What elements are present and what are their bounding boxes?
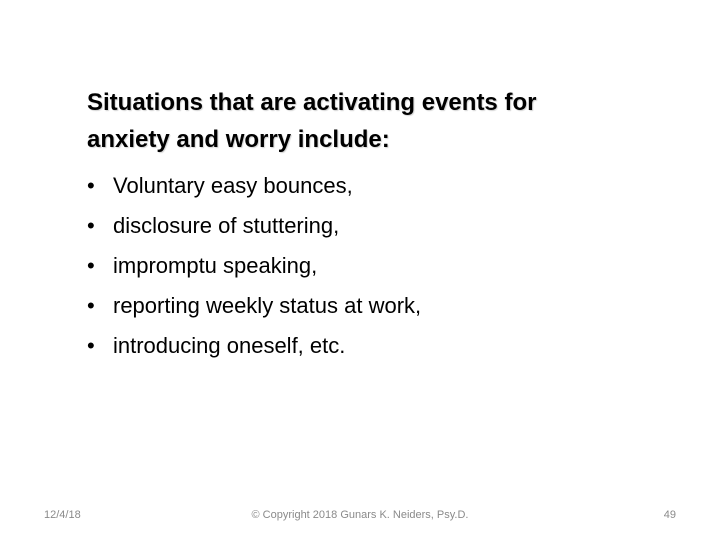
bullet-list: [87, 166, 687, 366]
bullet-item: [87, 286, 687, 326]
bullet-text: impromptu speaking,: [113, 253, 318, 278]
bullet-icon: •: [87, 293, 95, 318]
footer-date: 12/4/18: [44, 509, 81, 521]
bullet-item: [87, 326, 687, 366]
heading-line-2: anxiety and worry include:: [87, 126, 390, 153]
bullet-icon: •: [87, 253, 95, 278]
bullet-text: Voluntary easy bounces,: [113, 173, 353, 198]
bullet-item: [87, 246, 687, 286]
bullet-item: [87, 166, 687, 206]
footer-copyright: © Copyright 2018 Gunars K. Neiders, Psy.D.: [251, 509, 469, 521]
bullet-icon: •: [87, 213, 95, 238]
bullet-text: reporting weekly status at work,: [113, 293, 422, 318]
bullet-item: [87, 206, 687, 246]
bullet-text: disclosure of stuttering,: [113, 213, 340, 238]
heading-line-1: Situations that are activating events for: [87, 89, 537, 116]
bullet-text: introducing oneself, etc.: [113, 333, 346, 358]
slide-number: 49: [663, 509, 676, 521]
slide-heading: [87, 84, 687, 158]
bullet-icon: •: [87, 173, 95, 198]
bullet-icon: •: [87, 333, 95, 358]
